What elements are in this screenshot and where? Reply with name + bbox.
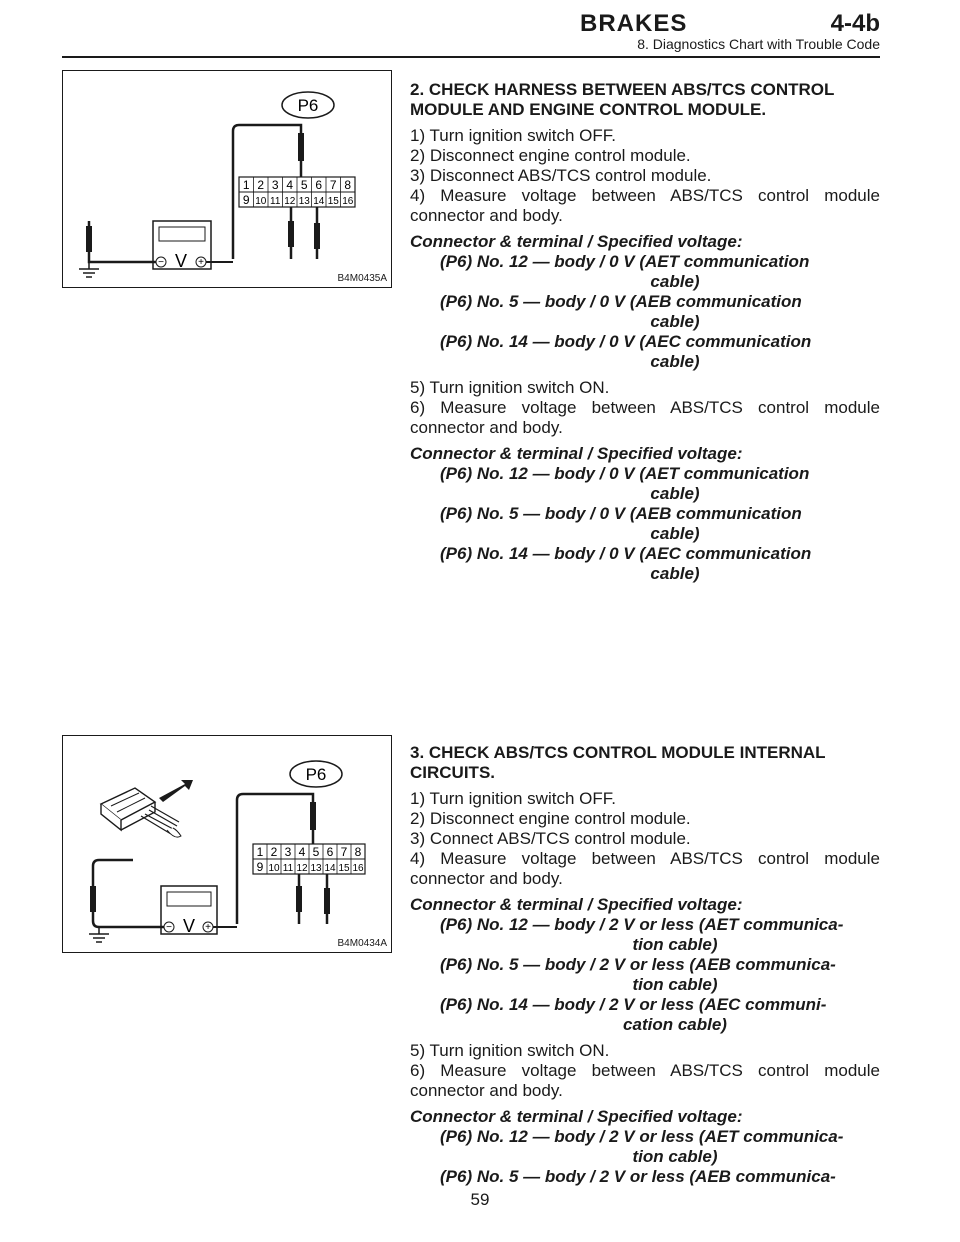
- probe-14: [314, 223, 320, 249]
- spec-line: (P6) No. 5 — body / 2 V or less (AEB communica-: [440, 1167, 836, 1186]
- probe-p6-top: [310, 802, 316, 830]
- ground-icon: [89, 927, 109, 942]
- pin-label-bottom: 13: [310, 863, 322, 874]
- ground-probe: [86, 226, 92, 252]
- header-chapter-number: 4-4b: [830, 10, 880, 37]
- spec-continuation: cable): [650, 312, 700, 331]
- pin-label-bottom: 11: [270, 196, 281, 207]
- pin-label-bottom: 14: [313, 196, 325, 207]
- probe-14: [324, 888, 330, 914]
- pin-label-bottom: 11: [282, 863, 294, 874]
- spec-line: (P6) No. 5 — body / 0 V (AEB communication: [440, 292, 802, 311]
- step-item: 5) Turn ignition switch ON.: [410, 378, 610, 397]
- header-rule: [62, 56, 880, 58]
- spec-line: (P6) No. 5 — body / 2 V or less (AEB communica-: [440, 955, 836, 974]
- pin-label-top: 1: [256, 845, 264, 859]
- pin-label-bottom: 10: [255, 196, 267, 207]
- pin-label-bottom: 9: [256, 860, 264, 874]
- spec-line: (P6) No. 14 — body / 0 V (AEC communication: [440, 332, 812, 351]
- meter-plus-symbol: +: [198, 257, 204, 268]
- pin-label-top: 3: [284, 845, 292, 859]
- pin-label-bottom: 9: [242, 193, 250, 207]
- step-item: 1) Turn ignition switch OFF.: [410, 126, 616, 145]
- voltmeter-display: [159, 227, 205, 241]
- step-item: 2) Disconnect engine control module.: [410, 809, 691, 828]
- step-item: 2) Disconnect engine control module.: [410, 146, 691, 165]
- spec-line: (P6) No. 12 — body / 0 V (AET communication: [440, 252, 810, 271]
- header-subtitle: 8. Diagnostics Chart with Trouble Code: [637, 36, 880, 52]
- spec-continuation: cable): [650, 272, 700, 291]
- pin-label-top: 3: [271, 178, 279, 192]
- connector-pin-grid: [253, 844, 365, 874]
- ground-icon: [79, 262, 99, 277]
- meter-minus-symbol: −: [166, 922, 172, 933]
- figure-voltage-check-2: [62, 735, 392, 953]
- meter-ground-lead: [89, 221, 156, 262]
- pin-label-bottom: 12: [296, 863, 308, 874]
- connector-label-text: P6: [305, 765, 327, 784]
- step-item: 3) Connect ABS/TCS control module.: [410, 829, 691, 848]
- figure-code: B4M0435A: [337, 273, 387, 284]
- pin-label-bottom: 15: [327, 196, 339, 207]
- section-heading: 3. CHECK ABS/TCS CONTROL MODULE INTERNAL CIRCUITS.: [410, 743, 826, 782]
- spec-continuation: tion cable): [632, 1147, 718, 1166]
- spec-line: (P6) No. 12 — body / 2 V or less (AET communica-: [440, 1127, 844, 1146]
- step-item: 3) Disconnect ABS/TCS control module.: [410, 166, 712, 185]
- probe-12: [296, 886, 302, 912]
- spec-continuation: tion cable): [632, 975, 718, 994]
- spec-continuation: cable): [650, 352, 700, 371]
- spec-line: (P6) No. 12 — body / 2 V or less (AET communica-: [440, 915, 844, 934]
- spec-heading: Connector & terminal / Specified voltage:: [410, 444, 743, 463]
- pin-label-bottom: 12: [284, 196, 296, 207]
- pin-label-bottom: 16: [352, 863, 364, 874]
- step-item: 1) Turn ignition switch OFF.: [410, 789, 616, 808]
- section-2: [410, 80, 880, 584]
- pin-label-top: 7: [340, 845, 348, 859]
- meter-minus-symbol: −: [158, 257, 164, 268]
- step-item: 4) Measure voltage between ABS/TCS control module connector and body.: [410, 849, 880, 888]
- connector-label-text: P6: [297, 96, 319, 115]
- voltmeter-display: [167, 892, 211, 906]
- pin-label-top: 6: [326, 845, 334, 859]
- pin-label-top: 8: [354, 845, 362, 859]
- pin-label-bottom: 16: [342, 196, 354, 207]
- meter-volt-symbol: V: [174, 251, 188, 271]
- pin-label-top: 4: [286, 178, 294, 192]
- pin-label-top: 1: [242, 178, 250, 192]
- spec-continuation: cable): [650, 484, 700, 503]
- spec-line: (P6) No. 5 — body / 0 V (AEB communication: [440, 504, 802, 523]
- spec-line: (P6) No. 12 — body / 0 V (AET communication: [440, 464, 810, 483]
- pin-label-bottom: 13: [298, 196, 310, 207]
- spec-line: (P6) No. 14 — body / 0 V (AEC communication: [440, 544, 812, 563]
- meter-plus-symbol: +: [205, 922, 211, 933]
- spec-heading: Connector & terminal / Specified voltage:: [410, 232, 743, 251]
- spec-continuation: cable): [650, 564, 700, 583]
- step-item: 6) Measure voltage between ABS/TCS control module connector and body.: [410, 1061, 880, 1100]
- step-item: 4) Measure voltage between ABS/TCS control module connector and body.: [410, 186, 880, 225]
- page-number: 59: [470, 1190, 490, 1209]
- pin-label-top: 2: [270, 845, 278, 859]
- probe-p6-top: [298, 133, 304, 161]
- arrow-icon: [159, 780, 193, 802]
- pin-label-top: 8: [344, 178, 352, 192]
- pin-label-bottom: 15: [338, 863, 350, 874]
- pin-label-top: 4: [298, 845, 306, 859]
- spec-line: (P6) No. 14 — body / 2 V or less (AEC communi-: [440, 995, 827, 1014]
- figure-code: B4M0434A: [337, 938, 387, 949]
- pin-label-bottom: 10: [268, 863, 280, 874]
- ground-probe: [90, 886, 96, 912]
- step-item: 6) Measure voltage between ABS/TCS control module connector and body.: [410, 398, 880, 437]
- pin-label-bottom: 14: [324, 863, 336, 874]
- pin-label-top: 5: [300, 178, 308, 192]
- pin-label-top: 2: [257, 178, 265, 192]
- probe-12: [288, 221, 294, 247]
- spec-continuation: tion cable): [632, 935, 718, 954]
- spec-heading: Connector & terminal / Specified voltage:: [410, 1107, 743, 1126]
- section-3: [410, 743, 880, 1187]
- meter-ground-lead: [93, 860, 164, 927]
- pin-label-top: 6: [315, 178, 323, 192]
- pin-label-top: 7: [329, 178, 337, 192]
- pin-label-top: 5: [312, 845, 320, 859]
- spec-continuation: cation cable): [623, 1015, 727, 1034]
- spec-heading: Connector & terminal / Specified voltage:: [410, 895, 743, 914]
- figure-voltage-check-1: [62, 70, 392, 288]
- spec-continuation: cable): [650, 524, 700, 543]
- step-item: 5) Turn ignition switch ON.: [410, 1041, 610, 1060]
- wiring-diagram-2: [63, 736, 393, 954]
- harness-connector-icon: [101, 780, 193, 837]
- wiring-diagram-1: [63, 71, 393, 289]
- connector-pin-grid: [239, 177, 355, 207]
- section-heading: 2. CHECK HARNESS BETWEEN ABS/TCS CONTROL MODULE AND ENGINE CONTROL MODULE.: [410, 80, 835, 119]
- meter-volt-symbol: V: [182, 916, 196, 936]
- header-section-title: BRAKES: [580, 10, 688, 37]
